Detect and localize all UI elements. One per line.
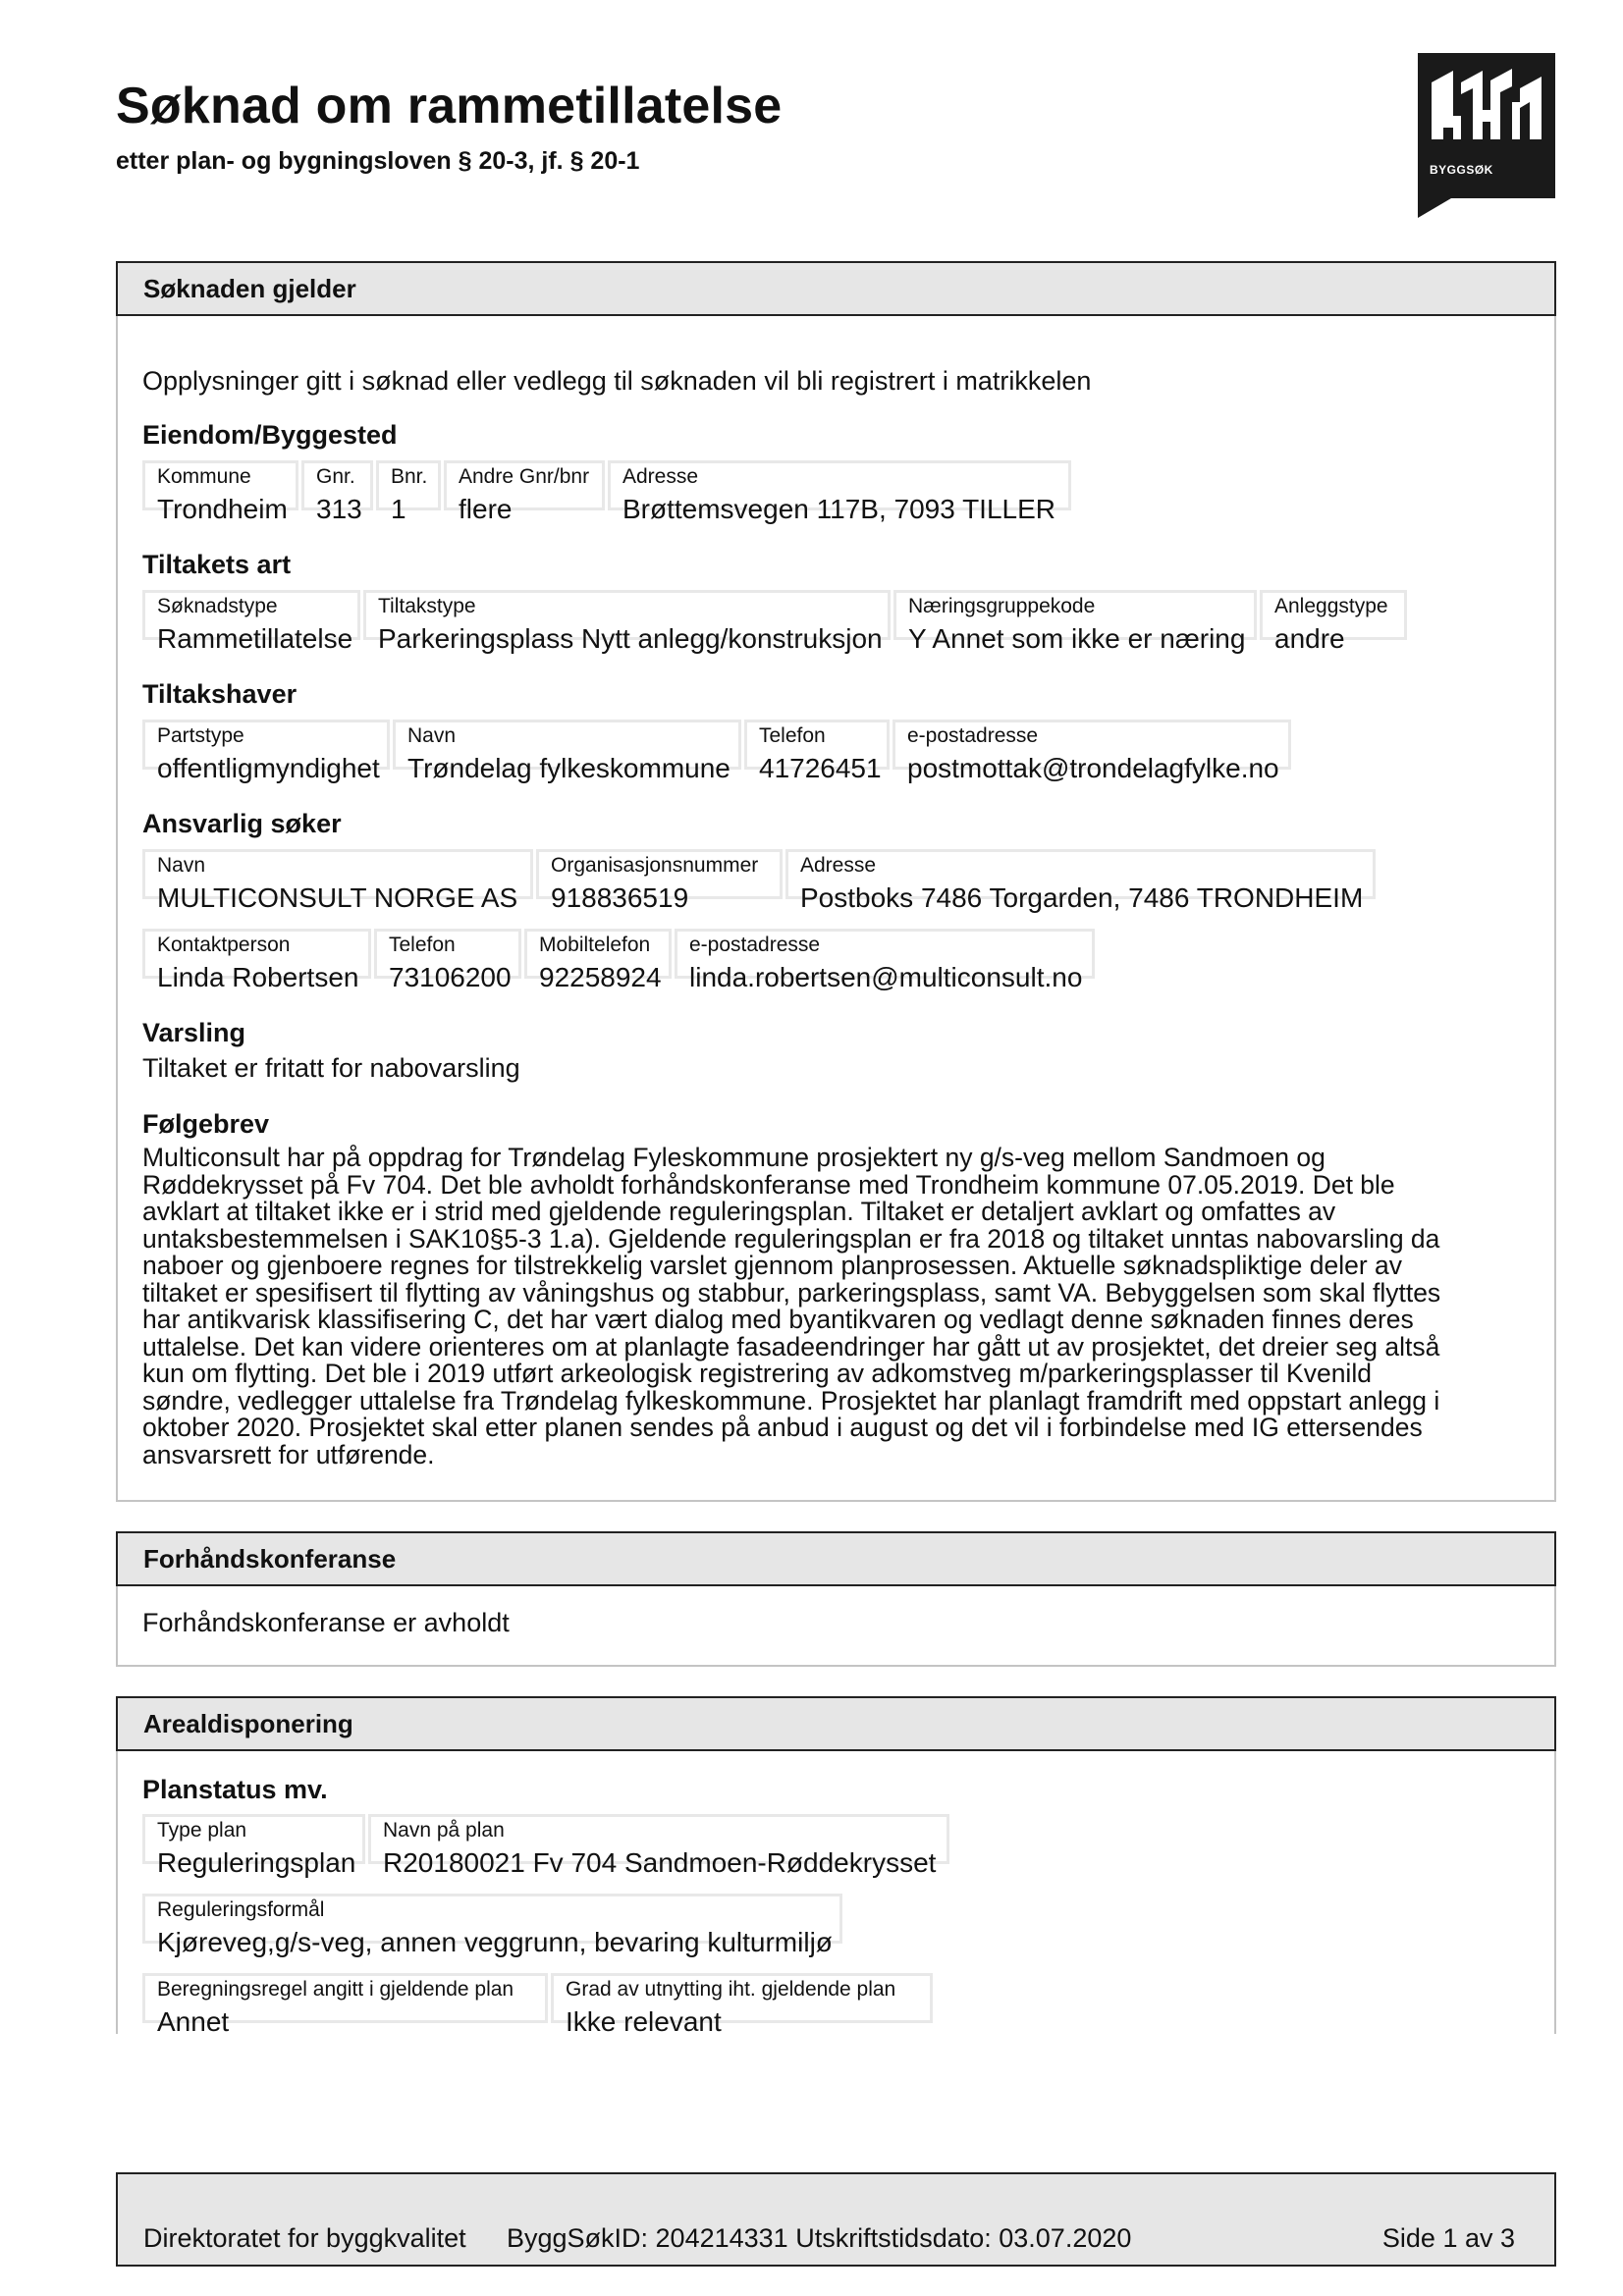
value-andre-gnr-bnr: flere — [459, 494, 513, 524]
field-telefon: Telefon — [744, 720, 890, 770]
byggsok-logo — [1418, 53, 1555, 198]
folgebrev-text — [142, 1145, 1537, 1468]
field-mobiltelefon: Mobiltelefon — [524, 929, 672, 979]
value-naeringsgruppekode: Y Annet som ikke er næring — [908, 623, 1246, 654]
field-soker-epostadresse: e-postadresse — [675, 929, 1095, 979]
section-title: Forhåndskonferanse — [143, 1544, 397, 1574]
value-soker-navn: MULTICONSULT NORGE AS — [157, 882, 518, 913]
value-organisasjonsnummer: 918836519 — [551, 882, 689, 913]
value-navn: Trøndelag fylkeskommune — [407, 753, 730, 783]
section-header-soknaden-gjelder — [116, 261, 1556, 316]
value-row-plan-2 — [142, 1927, 845, 1958]
page-subtitle: etter plan- og bygningsloven § 20-3, jf. § 20-1 — [116, 147, 640, 175]
folgebrev-line: ansvarsrett for utførende. — [142, 1439, 435, 1469]
value-row-plan-3 — [142, 2006, 936, 2038]
value-row-tiltakshaver — [142, 753, 1294, 784]
value-row-soker-2 — [142, 962, 1098, 993]
value-kontaktperson: Linda Robertsen — [157, 962, 359, 992]
value-soknadstype: Rammetillatelse — [157, 623, 353, 654]
value-kommune: Trondheim — [157, 494, 288, 524]
value-telefon: 41726451 — [759, 753, 882, 783]
value-reguleringsformal: Kjøreveg,g/s-veg, annen veggrunn, bevaring kulturmiljø — [157, 1927, 833, 1957]
heading-tiltakets-art: Tiltakets art — [142, 550, 292, 579]
section-header-forhandskonferanse — [116, 1531, 1556, 1586]
heading-eiendom: Eiendom/Byggested — [142, 420, 398, 450]
field-gnr: Gnr. — [301, 460, 373, 510]
field-kommune: Kommune — [142, 460, 298, 510]
folgebrev-line: tiltaket er spesifisert til flytting av våningshus og stabbur, parkeringsplass, samt VA. Bebyggelsen som skal flyttes — [142, 1277, 1441, 1308]
value-soker-adresse: Postboks 7486 Torgarden, 7486 TRONDHEIM — [800, 882, 1364, 913]
value-row-eiendom — [142, 494, 1074, 525]
value-row-soker-1 — [142, 882, 1379, 914]
folgebrev-line: avklart at tiltaket ikke er i strid med gjeldende reguleringsplan. Tiltaket er detaljert avklart og omfattes av — [142, 1197, 1336, 1226]
varsling-text: Tiltaket er fritatt for nabovarsling — [142, 1053, 520, 1083]
heading-planstatus: Planstatus mv. — [142, 1775, 328, 1804]
value-grad-av-utnytting: Ikke relevant — [566, 2006, 722, 2037]
footer-org: Direktoratet for byggkvalitet — [143, 2223, 466, 2253]
value-adresse: Brøttemsvegen 117B, 7093 TILLER — [622, 494, 1055, 524]
value-beregningsregel: Annet — [157, 2006, 230, 2037]
forhandskonferanse-text: Forhåndskonferanse er avholdt — [142, 1608, 510, 1637]
value-bnr: 1 — [391, 494, 406, 524]
field-naeringsgruppekode: Næringsgruppekode — [893, 590, 1257, 640]
field-adresse: Adresse — [608, 460, 1071, 510]
field-type-plan: Type plan — [142, 1814, 365, 1864]
field-soker-navn: Navn — [142, 849, 533, 899]
folgebrev-line: Røddekrysset på Fv 704. Det ble avholdt forhåndskonferanse med Trondheim kommune 07.05.2019. Det ble — [142, 1169, 1395, 1200]
logo-tail — [1418, 198, 1451, 218]
field-andre-gnr-bnr: Andre Gnr/bnr — [444, 460, 605, 510]
value-navn-pa-plan: R20180021 Fv 704 Sandmoen-Røddekrysset — [383, 1847, 937, 1878]
value-partstype: offentligmyndighet — [157, 753, 380, 783]
heading-ansvarlig-soker: Ansvarlig søker — [142, 809, 342, 838]
page-title: Søknad om rammetillatelse — [116, 78, 783, 134]
field-navn: Navn — [393, 720, 741, 770]
folgebrev-line: kun om flytting. Det ble i 2019 utført arkeologisk registrering av adkomstveg m/parkeringsplasser til Kvenild — [142, 1359, 1372, 1388]
section-title: Arealdisponering — [143, 1709, 353, 1738]
folgebrev-line: oktober 2020. Prosjektet skal etter planen sendes på anbud i august og det vil i forbindelse med IG ettersendes — [142, 1413, 1423, 1442]
folgebrev-line: søndre, vedlegger uttalelse fra Trøndelag fylkeskommune. Prosjektet har planlagt framdrift med oppstart anlegg i — [142, 1385, 1440, 1415]
folgebrev-line: har antikvarisk klassifisering C, det har vært dialog med byantikvaren og vedlagt denne søknaden finnes deres — [142, 1305, 1414, 1334]
value-gnr: 313 — [316, 494, 362, 524]
value-tiltakstype: Parkeringsplass Nytt anlegg/konstruksjon — [378, 623, 883, 654]
field-anleggstype: Anleggstype — [1260, 590, 1407, 640]
logo-text: BYGGSØK — [1430, 163, 1493, 177]
field-grad-av-utnytting: Grad av utnytting iht. gjeldende plan — [551, 1973, 933, 2023]
intro-text: Opplysninger gitt i søknad eller vedlegg til søknaden vil bli registrert i matrikkelen — [142, 366, 1092, 396]
field-kontaktperson: Kontaktperson — [142, 929, 371, 979]
value-row-tiltak — [142, 623, 1410, 655]
section-title: Søknaden gjelder — [143, 274, 356, 303]
field-soker-telefon: Telefon — [374, 929, 521, 979]
value-mobiltelefon: 92258924 — [539, 962, 662, 992]
field-epostadresse: e-postadresse — [893, 720, 1291, 770]
heading-tiltakshaver: Tiltakshaver — [142, 679, 298, 709]
field-reguleringsformal: Reguleringsformål — [142, 1894, 842, 1944]
value-soker-telefon: 73106200 — [389, 962, 512, 992]
value-anleggstype: andre — [1274, 623, 1345, 654]
field-tiltakstype: Tiltakstype — [363, 590, 891, 640]
folgebrev-line: naboer og gjenboere regnes for tilstrekkelig varslet gjennom planprosessen. Aktuelle søknadspliktige deler av — [142, 1251, 1403, 1280]
footer-meta: ByggSøkID: 204214331 Utskriftstidsdato: 03.07.2020 — [507, 2223, 1132, 2253]
value-soker-epostadresse: linda.robertsen@multiconsult.no — [689, 962, 1083, 992]
field-partstype: Partstype — [142, 720, 390, 770]
folgebrev-line: untaksbestemmelsen i SAK10§5-3 1.a). Gjeldende reguleringsplan er fra 2018 og tiltaket unntas nabovarsling da — [142, 1223, 1440, 1254]
field-soknadstype: Søknadstype — [142, 590, 360, 640]
field-soker-adresse: Adresse — [785, 849, 1376, 899]
section-header-arealdisponering — [116, 1696, 1556, 1751]
footer-page-number: Side 1 av 3 — [1381, 2223, 1515, 2253]
field-bnr: Bnr. — [376, 460, 441, 510]
page-footer — [116, 2172, 1556, 2267]
value-type-plan: Reguleringsplan — [157, 1847, 356, 1878]
field-beregningsregel: Beregningsregel angitt i gjeldende plan — [142, 1973, 548, 2023]
folgebrev-line: uttalelse. Det kan videre orienteres om at planlagte fasadeendringer har gått ut av prosjektet, det dreier seg altså — [142, 1331, 1440, 1362]
field-organisasjonsnummer: Organisasjonsnummer — [536, 849, 783, 899]
value-epostadresse: postmottak@trondelagfylke.no — [907, 753, 1279, 783]
heading-folgebrev: Følgebrev — [142, 1109, 270, 1139]
folgebrev-line: Multiconsult har på oppdrag for Trøndelag Fyleskommune prosjektert ny g/s-veg mellom Sandmoen og — [142, 1143, 1325, 1172]
field-navn-pa-plan: Navn på plan — [368, 1814, 949, 1864]
value-row-plan-1 — [142, 1847, 952, 1879]
heading-varsling: Varsling — [142, 1018, 246, 1047]
